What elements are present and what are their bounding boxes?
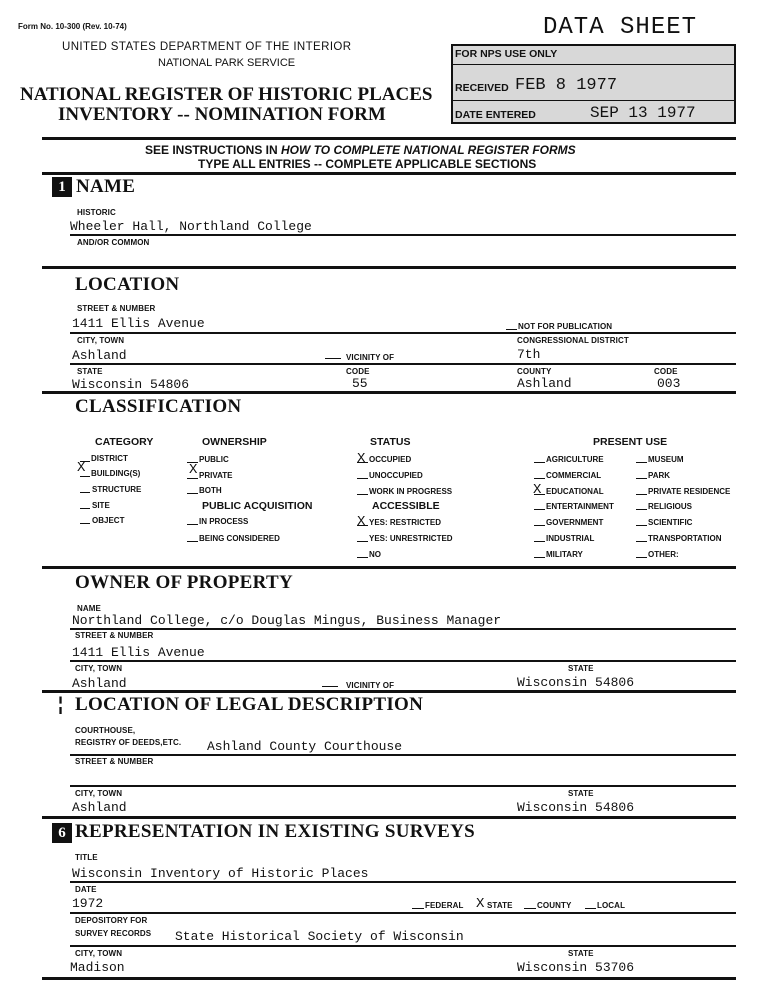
legal-street-label: STREET & NUMBER — [75, 757, 154, 766]
use-agriculture-option[interactable]: AGRICULTURE — [546, 455, 604, 464]
nps-use-label: FOR NPS USE ONLY — [455, 48, 558, 60]
state-code-value: 55 — [352, 376, 368, 391]
county-code-value: 003 — [657, 376, 681, 391]
county-value: Ashland — [517, 376, 572, 391]
courthouse-label-line2: REGISTRY OF DEEDS,ETC. — [75, 738, 182, 747]
received-label: RECEIVED — [455, 82, 509, 94]
county-label: COUNTY — [517, 367, 552, 376]
use-religious-option[interactable]: RELIGIOUS — [648, 502, 693, 511]
legal-city-label: CITY, TOWN — [75, 789, 123, 798]
survey-date-label: DATE — [75, 885, 97, 894]
use-transportation-option[interactable]: TRANSPORTATION — [648, 534, 722, 543]
form-title-line1: NATIONAL REGISTER OF HISTORIC PLACES — [20, 84, 433, 105]
depository-label-line2: SURVEY RECORDS — [75, 929, 152, 938]
category-object-option[interactable]: OBJECT — [92, 516, 125, 525]
not-for-publication-checkbox[interactable]: NOT FOR PUBLICATION — [518, 322, 613, 331]
legal-state-label: STATE — [568, 789, 594, 798]
category-building-option[interactable]: BUILDING(S) — [91, 469, 141, 478]
accessible-restricted-option[interactable]: YES: RESTRICTED — [369, 518, 442, 527]
accessible-restricted-mark: X — [357, 514, 366, 530]
category-building-mark: X — [77, 460, 86, 476]
date-entered-stamp: SEP 13 1977 — [590, 104, 696, 122]
survey-county-option[interactable]: COUNTY — [537, 901, 572, 910]
depository-label-line1: DEPOSITORY FOR — [75, 916, 148, 925]
use-educational-option[interactable]: EDUCATIONAL — [546, 487, 604, 496]
use-private-residence-option[interactable]: PRIVATE RESIDENCE — [648, 487, 731, 496]
common-name-label: AND/OR COMMON — [77, 238, 150, 247]
owner-heading: OWNER OF PROPERTY — [75, 572, 294, 593]
department-name: UNITED STATES DEPARTMENT OF THE INTERIOR — [62, 41, 352, 53]
ownership-public-option[interactable]: PUBLIC — [199, 455, 229, 464]
location-heading: LOCATION — [75, 274, 180, 295]
courthouse-label-line1: COURTHOUSE, — [75, 726, 136, 735]
ownership-both-option[interactable]: BOTH — [199, 486, 222, 495]
owner-street-label: STREET & NUMBER — [75, 631, 154, 640]
legal-city-value: Ashland — [72, 800, 127, 815]
survey-state-label: STATE — [568, 949, 594, 958]
data-sheet-stamp: DATA SHEET — [543, 14, 698, 41]
ownership-heading: OWNERSHIP — [202, 436, 267, 448]
state-value: Wisconsin 54806 — [72, 377, 190, 392]
ownership-private-option[interactable]: PRIVATE — [199, 471, 233, 480]
depository-value: State Historical Society of Wisconsin — [175, 929, 464, 944]
owner-name-value: Northland College, c/o Douglas Mingus, Business Manager — [72, 613, 502, 628]
status-occupied-option[interactable]: OCCUPIED — [369, 455, 412, 464]
vicinity-of-label: VICINITY OF — [346, 353, 395, 362]
classification-heading: CLASSIFICATION — [75, 396, 242, 417]
use-commercial-option[interactable]: COMMERCIAL — [546, 471, 602, 480]
survey-city-value: Madison — [70, 960, 125, 975]
courthouse-value: Ashland County Courthouse — [207, 739, 403, 754]
use-other-option[interactable]: OTHER: — [648, 550, 679, 559]
owner-city-label: CITY, TOWN — [75, 664, 123, 673]
category-site-option[interactable]: SITE — [92, 501, 110, 510]
owner-street-value: 1411 Ellis Avenue — [72, 645, 205, 660]
form-title-line2: INVENTORY -- NOMINATION FORM — [58, 104, 386, 125]
name-heading: NAME — [76, 176, 136, 197]
acquisition-being-considered-option[interactable]: BEING CONSIDERED — [199, 534, 280, 543]
historic-name-value: Wheeler Hall, Northland College — [70, 219, 312, 234]
survey-federal-option[interactable]: FEDERAL — [425, 901, 464, 910]
street-number-value: 1411 Ellis Avenue — [72, 316, 205, 331]
instructions-line1: SEE INSTRUCTIONS IN HOW TO COMPLETE NATIONAL REGISTER FORMS — [145, 143, 576, 157]
state-code-label: CODE — [346, 367, 370, 376]
congressional-district-label: CONGRESSIONAL DISTRICT — [517, 336, 629, 345]
survey-state-mark: X — [476, 896, 485, 912]
service-name: NATIONAL PARK SERVICE — [158, 57, 296, 69]
instructions-line2: TYPE ALL ENTRIES -- COMPLETE APPLICABLE SECTIONS — [198, 157, 537, 171]
use-museum-option[interactable]: MUSEUM — [648, 455, 684, 464]
owner-state-value: Wisconsin 54806 — [517, 675, 635, 690]
owner-name-label: NAME — [77, 604, 101, 613]
status-occupied-mark: X — [357, 451, 366, 467]
state-label: STATE — [77, 367, 103, 376]
survey-title-label: TITLE — [75, 853, 98, 862]
accessible-no-option[interactable]: NO — [369, 550, 381, 559]
status-unoccupied-option[interactable]: UNOCCUPIED — [369, 471, 423, 480]
category-heading: CATEGORY — [95, 436, 154, 448]
owner-vicinity-label: VICINITY OF — [346, 681, 395, 690]
accessible-unrestricted-option[interactable]: YES: UNRESTRICTED — [369, 534, 453, 543]
use-government-option[interactable]: GOVERNMENT — [546, 518, 604, 527]
congressional-district-value: 7th — [517, 347, 541, 362]
use-scientific-option[interactable]: SCIENTIFIC — [648, 518, 693, 527]
category-structure-option[interactable]: STRUCTURE — [92, 485, 142, 494]
owner-city-value: Ashland — [72, 676, 127, 691]
city-town-label: CITY, TOWN — [77, 336, 125, 345]
owner-state-label: STATE — [568, 664, 594, 673]
legal-state-value: Wisconsin 54806 — [517, 800, 635, 815]
accessible-heading: ACCESSIBLE — [372, 500, 440, 512]
public-acquisition-heading: PUBLIC ACQUISITION — [202, 500, 313, 512]
survey-date-value: 1972 — [72, 896, 104, 911]
ownership-private-mark: X — [189, 462, 198, 478]
use-park-option[interactable]: PARK — [648, 471, 671, 480]
survey-city-label: CITY, TOWN — [75, 949, 123, 958]
date-entered-label: DATE ENTERED — [455, 109, 536, 121]
use-military-option[interactable]: MILITARY — [546, 550, 583, 559]
category-district-option[interactable]: DISTRICT — [91, 454, 128, 463]
section-number-6: 6 — [52, 823, 72, 843]
present-use-heading: PRESENT USE — [593, 436, 668, 448]
city-town-value: Ashland — [72, 348, 127, 363]
surveys-heading: REPRESENTATION IN EXISTING SURVEYS — [75, 821, 476, 842]
form-number: Form No. 10-300 (Rev. 10-74) — [18, 22, 127, 31]
historic-label: HISTORIC — [77, 208, 116, 217]
status-heading: STATUS — [370, 436, 411, 448]
use-entertainment-option[interactable]: ENTERTAINMENT — [546, 502, 614, 511]
survey-title-value: Wisconsin Inventory of Historic Places — [72, 866, 369, 881]
received-stamp: FEB 8 1977 — [515, 76, 618, 95]
edge-mark: ¦ — [58, 694, 64, 714]
use-educational-mark: X — [533, 482, 542, 498]
survey-state-option[interactable]: STATE — [487, 901, 513, 910]
legal-description-heading: LOCATION OF LEGAL DESCRIPTION — [75, 694, 424, 715]
status-work-in-progress-option[interactable]: WORK IN PROGRESS — [369, 487, 453, 496]
street-number-label: STREET & NUMBER — [77, 304, 156, 313]
survey-local-option[interactable]: LOCAL — [597, 901, 626, 910]
county-code-label: CODE — [654, 367, 678, 376]
survey-state-value: Wisconsin 53706 — [517, 960, 635, 975]
acquisition-in-process-option[interactable]: IN PROCESS — [199, 517, 249, 526]
use-industrial-option[interactable]: INDUSTRIAL — [546, 534, 595, 543]
section-number-1: 1 — [52, 177, 72, 197]
